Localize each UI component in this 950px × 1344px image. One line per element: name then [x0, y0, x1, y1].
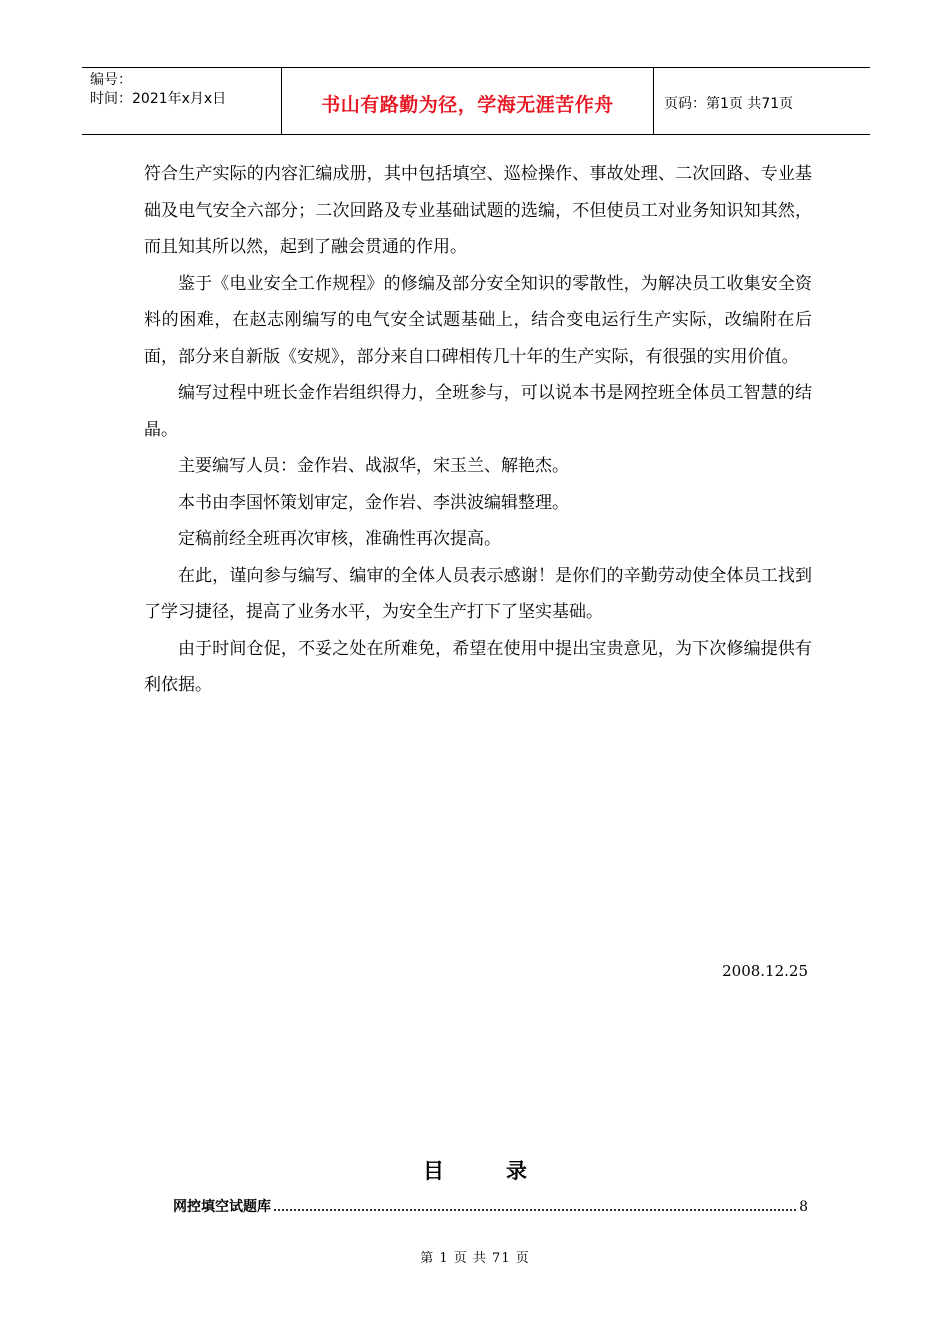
- paragraph: 由于时间仓促，不妥之处在所难免，希望在使用中提出宝贵意见，为下次修编提供有利依据。: [144, 638, 812, 695]
- toc-title: [0, 1155, 950, 1185]
- paragraph: 鉴于《电业安全工作规程》的修编及部分安全知识的零散性，为解决员工收集安全资料的困难，在赵志刚编写的电气安全试题基础上，结合变电运行生产实际，改编附在后面，部分来自新版《安规》，部分来自口碑相传几十年的生产实际，有很强的实用价值。: [144, 273, 812, 367]
- time-label: 时间：2021年x月x日: [90, 91, 227, 107]
- paragraph: 编写过程中班长金作岩组织得力，全班参与，可以说本书是网控班全体员工智慧的结晶。: [144, 383, 812, 440]
- header-motto-cell: [282, 68, 654, 134]
- toc-title-char-1: 目: [423, 1159, 444, 1183]
- toc-leader-dots: [274, 1208, 796, 1211]
- toc-entry-label[interactable]: 网控填空试题库: [173, 1199, 271, 1215]
- paragraph: 在此，谨向参与编写、编审的全体人员表示感谢！是你们的辛勤劳动使全体员工找到了学习捷径，提高了业务水平，为安全生产打下了坚实基础。: [144, 565, 812, 622]
- signature-date: 2008.12.25: [722, 962, 808, 980]
- toc-entry[interactable]: [173, 1196, 808, 1216]
- body-text: [144, 156, 812, 704]
- paragraph: 本书由李国怀策划审定，金作岩、李洪波编辑整理。: [178, 492, 569, 513]
- toc-entry-page: 8: [799, 1199, 808, 1215]
- toc-title-char-2: 录: [506, 1159, 527, 1183]
- header-meta: [82, 68, 282, 134]
- motto-text: 书山有路勤为径，学海无涯苦作舟: [321, 93, 614, 116]
- header-page-info: [654, 68, 870, 134]
- paragraph: 主要编写人员：金作岩、战淑华，宋玉兰、解艳杰。: [178, 456, 569, 476]
- paragraph: 定稿前经全班再次审核，准确性再次提高。: [178, 529, 501, 549]
- page-footer: 第 1 页 共 71 页: [420, 1251, 530, 1266]
- page-info-text: 页码：第1页 共71页: [664, 96, 794, 112]
- paragraph: 符合生产实际的内容汇编成册，其中包括填空、巡检操作、事故处理、二次回路、专业基础及电气安全六部分；二次回路及专业基础试题的选编，不但使员工对业务知识知其然，而且知其所以然，起到了融会贯通的作用。: [144, 164, 812, 257]
- document-header: [82, 67, 870, 135]
- number-label: 编号：: [90, 72, 132, 88]
